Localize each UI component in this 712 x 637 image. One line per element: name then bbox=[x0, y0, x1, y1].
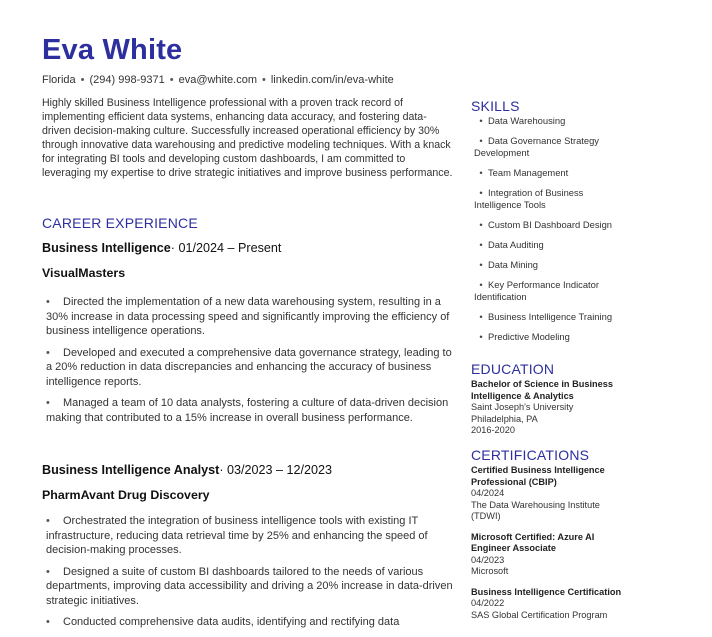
education-years: 2016-2020 bbox=[471, 425, 515, 435]
job-role: Business Intelligence bbox=[42, 241, 171, 255]
bullet-item: • Designed a suite of custom BI dashboards tailored to the needs of various departments, improving data accessibility and driving a 20% increase in data-driven strategic initiatives. bbox=[46, 565, 453, 607]
company-name: VisualMasters bbox=[42, 266, 126, 280]
job-dates: · 03/2023 – 12/2023 bbox=[219, 463, 333, 477]
cert-date: 04/2024 bbox=[471, 488, 505, 498]
bullet-dot-icon: • bbox=[479, 115, 483, 126]
bullet-dot-icon: • bbox=[46, 515, 50, 527]
skill-item: • Predictive Modeling bbox=[474, 331, 624, 343]
cert-name: Business Intelligence Certification bbox=[471, 586, 622, 597]
bullet-dot-icon: • bbox=[479, 135, 483, 146]
skill-item: • Data Warehousing bbox=[474, 115, 624, 127]
bullet-dot-icon: • bbox=[479, 279, 483, 290]
cert-name: Certified Business Intelligence Professional (CBIP) bbox=[471, 465, 605, 487]
bullet-dot-icon: • bbox=[46, 397, 50, 409]
bullet-dot-icon: • bbox=[479, 167, 483, 178]
job-bullets bbox=[42, 514, 454, 637]
certifications-list bbox=[471, 465, 631, 621]
degree: Bachelor of Science in Business Intelligence & Analytics bbox=[471, 379, 613, 401]
job-bullets bbox=[42, 295, 454, 432]
bullet-dot-icon: • bbox=[479, 259, 483, 270]
cert-issuer: Microsoft bbox=[471, 566, 509, 576]
skill-item: • Data Mining bbox=[474, 259, 624, 271]
career-section-title: CAREER EXPERIENCE bbox=[42, 215, 198, 231]
job-title bbox=[42, 462, 332, 478]
phone: (294) 998-9371 bbox=[89, 74, 165, 86]
cert-date: 04/2023 bbox=[471, 554, 505, 565]
bullet-dot-icon: • bbox=[479, 311, 483, 322]
separator: • bbox=[262, 74, 266, 86]
skills-section-title: SKILLS bbox=[471, 98, 520, 114]
job-title bbox=[42, 240, 281, 256]
school-location: Philadelphia, PA bbox=[471, 413, 538, 424]
bullet-dot-icon: • bbox=[479, 219, 483, 230]
cert-issuer: SAS Global Certification Program bbox=[471, 609, 608, 620]
certifications-section-title: CERTIFICATIONS bbox=[471, 447, 590, 463]
bullet-item: • Orchestrated the integration of business intelligence tools with existing IT infrastructure, reducing data retrieval time by 25% and enhancing the speed of decision-making processes. bbox=[46, 515, 428, 556]
bullet-dot-icon: • bbox=[46, 296, 50, 308]
skill-item: • Data Auditing bbox=[474, 239, 624, 251]
separator: • bbox=[80, 74, 85, 86]
bullet-item: • Conducted comprehensive data audits, identifying and rectifying data bbox=[46, 616, 400, 628]
skill-item: • Business Intelligence Training bbox=[474, 311, 624, 323]
separator: • bbox=[169, 74, 174, 86]
skill-item: • Integration of Business Intelligence Tools bbox=[474, 187, 584, 210]
bullet-dot-icon: • bbox=[46, 616, 50, 628]
skill-item: • Custom BI Dashboard Design bbox=[474, 219, 624, 231]
skill-item: • Data Governance Strategy Development bbox=[474, 135, 599, 158]
skills-list bbox=[474, 115, 624, 351]
education-entry bbox=[471, 379, 631, 437]
cert-date: 04/2022 bbox=[471, 598, 505, 608]
bullet-dot-icon: • bbox=[479, 187, 483, 198]
cert-name: Microsoft Certified: Azure AI Engineer Associate bbox=[471, 531, 595, 553]
bullet-dot-icon: • bbox=[46, 565, 50, 578]
bullet-item: • Directed the implementation of a new data warehousing system, resulting in a 30% increase in data processing speed and significantly improving the efficiency of business intelligence operations. bbox=[46, 296, 450, 337]
bullet-item: • Managed a team of 10 data analysts, fostering a culture of data-driven decision making that contributed to a 15% increase in overall business performance. bbox=[46, 397, 449, 424]
summary: Highly skilled Business Intelligence professional with a proven track record of implementing efficient data systems, enhancing data accuracy, and fostering data-driven decision-making culture. Successfully increased operational efficiency by 30% through innovative data warehousing and predictive modeling techniques. With a knack for integrating BI tools and developing custom dashboards, I am committed to leveraging my expertise to drive strategic initiatives and improve business performance. bbox=[42, 97, 453, 179]
bullet-dot-icon: • bbox=[479, 331, 483, 342]
linkedin-link[interactable]: linkedin.com/in/eva-white bbox=[270, 74, 394, 86]
education-section-title: EDUCATION bbox=[471, 361, 555, 377]
bullet-item: • Developed and executed a comprehensive data governance strategy, leading to a 20% reduction in data discrepancies and enhancing the accuracy of business intelligence reports. bbox=[46, 346, 452, 388]
location: Florida bbox=[42, 74, 76, 86]
job-role: Business Intelligence Analyst bbox=[42, 463, 220, 477]
cert-issuer: The Data Warehousing Institute (TDWI) bbox=[471, 499, 600, 521]
job-dates: · 01/2024 – Present bbox=[170, 241, 282, 255]
company-name: PharmAvant Drug Discovery bbox=[42, 488, 210, 502]
email-link[interactable]: eva@white.com bbox=[178, 74, 257, 86]
skill-item: • Key Performance Indicator Identification bbox=[474, 279, 599, 302]
bullet-dot-icon: • bbox=[46, 346, 50, 359]
school: Saint Joseph's University bbox=[471, 402, 574, 412]
bullet-dot-icon: • bbox=[479, 239, 483, 250]
candidate-name: Eva White bbox=[42, 34, 183, 66]
skill-item: • Team Management bbox=[474, 167, 624, 179]
contact-line bbox=[42, 73, 394, 87]
